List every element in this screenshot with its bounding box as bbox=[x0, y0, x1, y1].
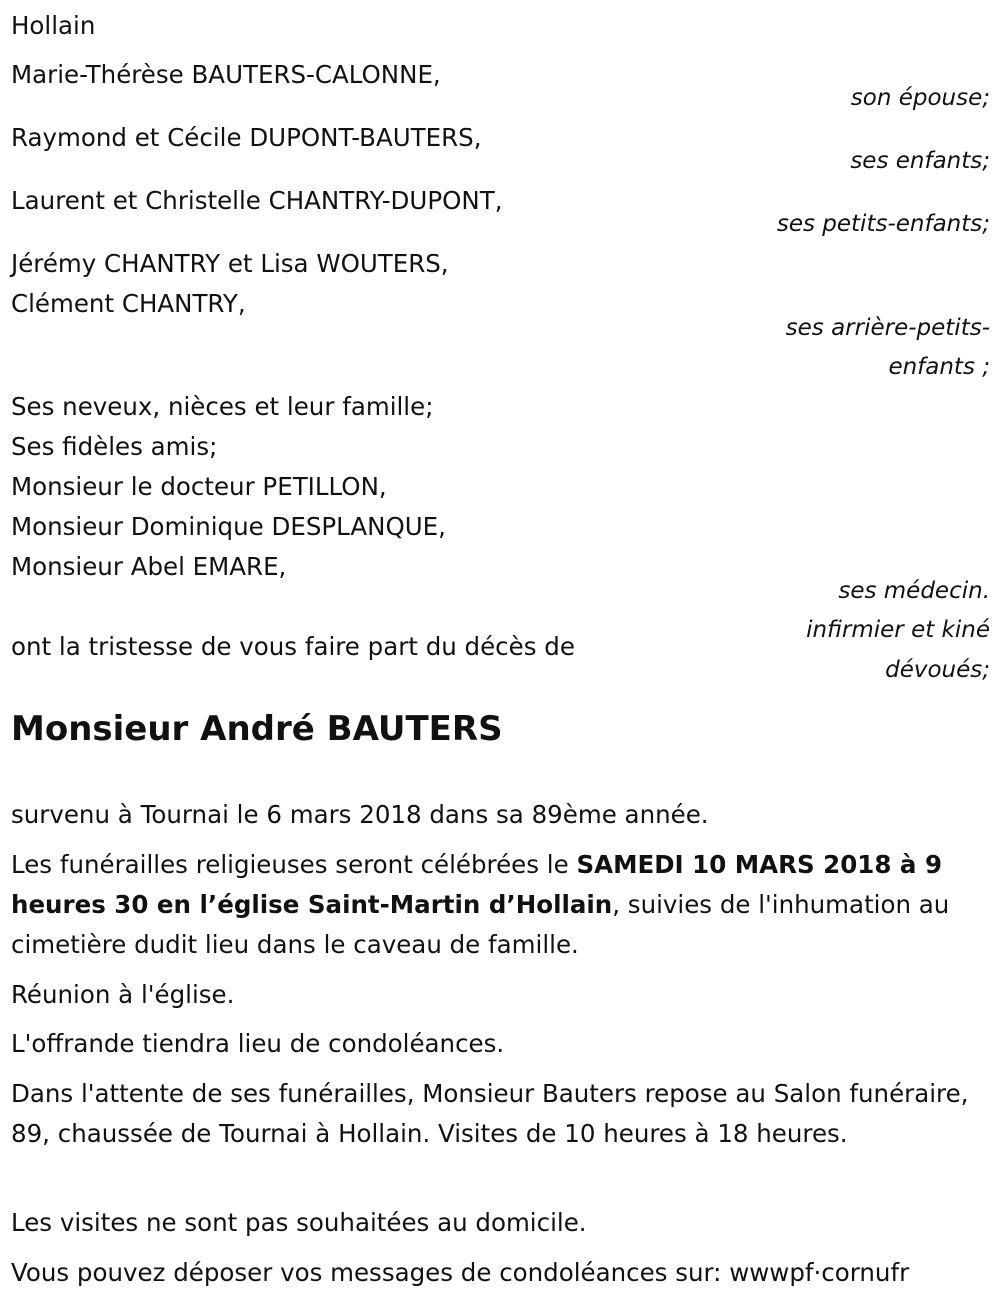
death-info: survenu à Tournai le 6 mars 2018 dans sa 89ème année. bbox=[11, 800, 709, 829]
funeral-paragraph bbox=[11, 845, 983, 965]
others-line-4: Monsieur Dominique DESPLANQUE, bbox=[11, 512, 446, 541]
announcement-line: ont la tristesse de vous faire part du décès de bbox=[11, 632, 575, 661]
funeral-intro: Les funérailles religieuses seront célébrées le bbox=[11, 850, 577, 879]
village-name: Hollain bbox=[11, 11, 96, 40]
others-line-3: Monsieur le docteur PETILLON, bbox=[11, 472, 387, 501]
visitation-paragraph: Dans l'attente de ses funérailles, Monsieur Bauters repose au Salon funéraire, 89, chaussée de Tournai à Hollain. Visites de 10 heures à 18 heures. bbox=[11, 1079, 969, 1148]
children-names: Raymond et Cécile DUPONT-BAUTERS, bbox=[11, 123, 482, 152]
others-line-1: Ses neveux, nièces et leur famille; bbox=[11, 392, 434, 421]
no-home-visits-line: Les visites ne sont pas souhaitées au domicile. bbox=[11, 1208, 587, 1237]
others-line-2: Ses fidèles amis; bbox=[11, 432, 218, 461]
grandchildren-names: Laurent et Christelle CHANTRY-DUPONT, bbox=[11, 186, 503, 215]
reunion-line: Réunion à l'église. bbox=[11, 980, 235, 1009]
great-grandchildren-name-1: Jérémy CHANTRY et Lisa WOUTERS, bbox=[11, 249, 449, 278]
spouse-name: Marie-Thérèse BAUTERS-CALONNE, bbox=[11, 60, 441, 89]
grandchildren-role: ses petits-enfants; bbox=[776, 211, 990, 237]
great-grandchildren-role-2: enfants ; bbox=[888, 354, 990, 380]
funeral-date-place: SAMEDI 10 MARS 2018 à 9 heures 30 en l’église Saint-Martin d’Hollain bbox=[11, 850, 943, 919]
spouse-role: son épouse; bbox=[850, 85, 990, 111]
great-grandchildren-role-1: ses arrière-petits- bbox=[785, 315, 990, 341]
others-line-5: Monsieur Abel EMARE, bbox=[11, 552, 287, 581]
deceased-name: Monsieur André BAUTERS bbox=[11, 709, 503, 749]
caregivers-role-2: infirmier et kiné bbox=[806, 617, 990, 643]
caregivers-role-3: dévoués; bbox=[885, 657, 990, 683]
great-grandchildren-name-2: Clément CHANTRY, bbox=[11, 289, 246, 318]
condolences-line: Vous pouvez déposer vos messages de condoléances sur: wwwpf·cornufr bbox=[11, 1258, 910, 1287]
caregivers-role-1: ses médecin. bbox=[838, 578, 990, 604]
children-role: ses enfants; bbox=[850, 148, 990, 174]
funeral-rest: , suivies de l'inhumation au cimetière dudit lieu dans le caveau de famille. bbox=[11, 890, 950, 959]
offering-line: L'offrande tiendra lieu de condoléances. bbox=[11, 1029, 505, 1058]
